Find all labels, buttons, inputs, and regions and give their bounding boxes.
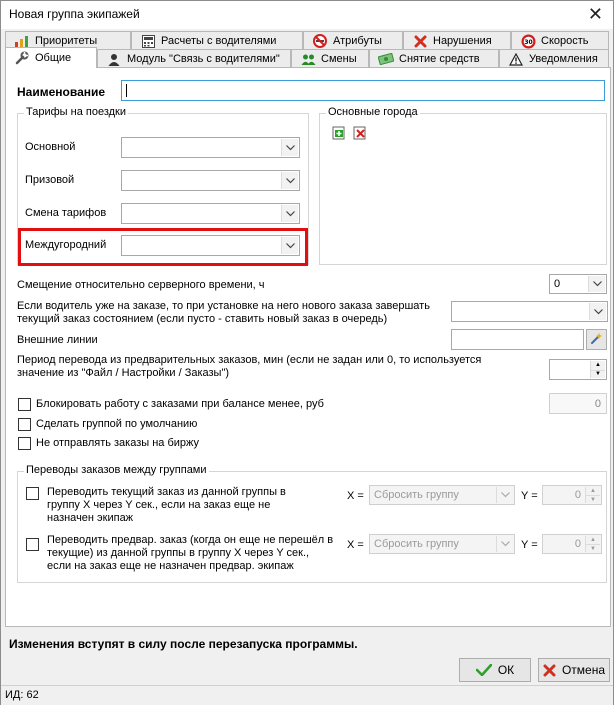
transfer-current-seconds-spin[interactable]: 0 ▲ ▼: [542, 485, 602, 505]
transfer-current-y-label: Y =: [521, 490, 538, 502]
cancel-cross-icon: [543, 664, 556, 677]
preorder-period-label: Период перевода из предварительных заказов, мин (если не задан или 0, то используется: [17, 354, 482, 366]
spin-buttons[interactable]: [585, 487, 600, 503]
chevron-down-icon[interactable]: [496, 536, 513, 552]
spin-down-icon[interactable]: ▼: [586, 544, 600, 552]
tariff-change-label: Смена тарифов: [25, 207, 107, 219]
transfer-current-label: Переводить текущий заказ из данной группы в: [47, 486, 286, 498]
tab-label: Расчеты с водителями: [161, 35, 277, 47]
close-icon[interactable]: ✕: [587, 4, 603, 24]
chevron-down-icon[interactable]: [281, 172, 298, 189]
transfer-preorder-checkbox[interactable]: [26, 538, 39, 551]
tariff-main-label: Основной: [25, 141, 76, 153]
user-icon: [106, 52, 122, 66]
calculator-icon: [140, 34, 156, 48]
tab-driver-payments[interactable]: [131, 31, 303, 50]
tab-general[interactable]: [5, 47, 97, 68]
finish-state-label: Если водитель уже на заказе, то при установке на него нового заказа завершать: [17, 300, 430, 312]
finish-state-label-line2: текущий заказ состоянием (если пусто - ставить новый заказ в очередь): [17, 313, 388, 325]
spin-buttons[interactable]: [590, 361, 605, 378]
tab-label: Нарушения: [433, 35, 492, 47]
tariff-intercity-label: Междугородний: [25, 239, 107, 251]
ok-label: ОК: [497, 663, 515, 677]
chevron-down-icon[interactable]: [589, 303, 606, 320]
chevron-down-icon[interactable]: [588, 276, 605, 292]
transfer-preorder-label: Переводить предвар. заказ (когда он еще не перешёл в: [47, 534, 334, 546]
restart-notice: Изменения вступят в силу после перезапуска программы.: [9, 637, 358, 651]
tariff-intercity-select[interactable]: [121, 235, 300, 256]
tariff-change-select[interactable]: [121, 203, 300, 224]
tab-label: Смены: [321, 53, 357, 65]
no-exchange-checkbox[interactable]: [18, 437, 31, 450]
transfer-current-x-label: X =: [347, 490, 364, 502]
transfers-group-title: Переводы заказов между группами: [26, 464, 207, 476]
tariff-prize-label: Призовой: [25, 174, 75, 186]
preorder-period-spin[interactable]: [549, 359, 607, 380]
status-bar: [1, 685, 613, 705]
red-cross-icon: [412, 34, 428, 48]
spin-up-icon[interactable]: ▲: [590, 537, 596, 543]
title-bar: [1, 1, 613, 29]
block-balance-checkbox[interactable]: [18, 398, 31, 411]
speed-limit-30-icon: [520, 34, 536, 48]
wrench-icon: [14, 51, 30, 65]
priority-bars-icon: [14, 34, 30, 48]
text-cursor: [126, 84, 127, 97]
chevron-down-icon[interactable]: [281, 205, 298, 222]
spin-down-icon[interactable]: ▼: [586, 495, 600, 503]
tab-notifications[interactable]: [499, 49, 609, 68]
name-label: Наименование: [17, 85, 106, 99]
window-title: Новая группа экипажей: [9, 7, 140, 21]
external-lines-label: Внешние линии: [17, 334, 98, 346]
tab-label: Снятие средств: [399, 53, 480, 65]
transfer-current-label-line2: группу X через Y сек., если на заказ еще не: [47, 499, 271, 511]
spin-up-icon[interactable]: ▲: [595, 362, 601, 369]
tab-withdrawals[interactable]: [369, 49, 499, 68]
chevron-down-icon[interactable]: [281, 139, 298, 156]
name-input[interactable]: [121, 80, 605, 101]
spin-buttons[interactable]: [585, 536, 600, 552]
no-exchange-label: Не отправлять заказы на биржу: [36, 437, 200, 449]
tab-label: Модуль "Связь с водителями": [127, 53, 280, 65]
warning-icon: [508, 52, 524, 66]
external-lines-input[interactable]: [451, 329, 584, 350]
time-offset-select[interactable]: 0: [549, 274, 607, 294]
record-id: ИД: 62: [5, 689, 39, 701]
main-cities-group-title: Основные города: [328, 106, 418, 118]
block-balance-input[interactable]: 0: [549, 393, 607, 414]
transfer-preorder-x-label: X =: [347, 539, 364, 551]
block-balance-label: Блокировать работу с заказами при балансе менее, руб: [36, 398, 324, 410]
preorder-period-label-line2: значение из "Файл / Настройки / Заказы"): [17, 367, 230, 379]
tab-label: Скорость: [541, 35, 589, 47]
transfer-preorder-group-select[interactable]: Сбросить группу: [369, 534, 515, 554]
tab-driver-link-module[interactable]: [97, 49, 291, 68]
time-offset-label: Смещение относительно серверного времени, ч: [17, 279, 265, 291]
default-group-checkbox[interactable]: [18, 418, 31, 431]
finish-state-select[interactable]: [451, 301, 608, 322]
cancel-button[interactable]: [538, 658, 610, 682]
tab-label: Атрибуты: [333, 35, 382, 47]
tab-shifts[interactable]: [291, 49, 369, 68]
tab-label: Уведомления: [529, 53, 598, 65]
add-green-icon[interactable]: [332, 126, 346, 140]
tab-speed[interactable]: [511, 31, 609, 50]
tariff-prize-select[interactable]: [121, 170, 300, 191]
chevron-down-icon[interactable]: [281, 237, 298, 254]
spin-down-icon[interactable]: ▼: [591, 370, 605, 379]
cancel-label: Отмена: [561, 663, 606, 677]
transfer-preorder-label-line2: текущие) из данной группы в группу X через Y сек.,: [47, 547, 310, 559]
checkmark-icon: [476, 664, 492, 676]
chevron-down-icon[interactable]: [496, 487, 513, 503]
transfer-preorder-label-line3: если на заказ еще не назначен предвар. экипаж: [47, 560, 294, 572]
tariff-main-select[interactable]: [121, 137, 300, 158]
wand-icon: [590, 332, 603, 348]
money-icon: [378, 52, 394, 66]
tab-violations[interactable]: [403, 31, 511, 50]
tab-label: Приоритеты: [35, 35, 98, 47]
no-smoking-icon: [312, 34, 328, 48]
transfer-preorder-seconds-spin[interactable]: 0 ▲ ▼: [542, 534, 602, 554]
tab-attributes[interactable]: [303, 31, 403, 50]
transfer-preorder-y-label: Y =: [521, 539, 538, 551]
svg-text:30: 30: [523, 38, 533, 46]
default-group-label: Сделать группой по умолчанию: [36, 418, 198, 430]
tab-label: Общие: [35, 52, 72, 64]
delete-red-icon[interactable]: [353, 126, 367, 140]
transfer-current-checkbox[interactable]: [26, 487, 39, 500]
spin-up-icon[interactable]: ▲: [590, 488, 596, 494]
people-icon: [300, 52, 316, 66]
ok-button[interactable]: [459, 658, 531, 682]
external-lines-edit-button[interactable]: [586, 329, 607, 350]
transfer-current-group-select[interactable]: Сбросить группу: [369, 485, 515, 505]
tariffs-group-title: Тарифы на поездки: [26, 106, 126, 118]
transfer-current-label-line3: назначен экипаж: [47, 512, 134, 524]
